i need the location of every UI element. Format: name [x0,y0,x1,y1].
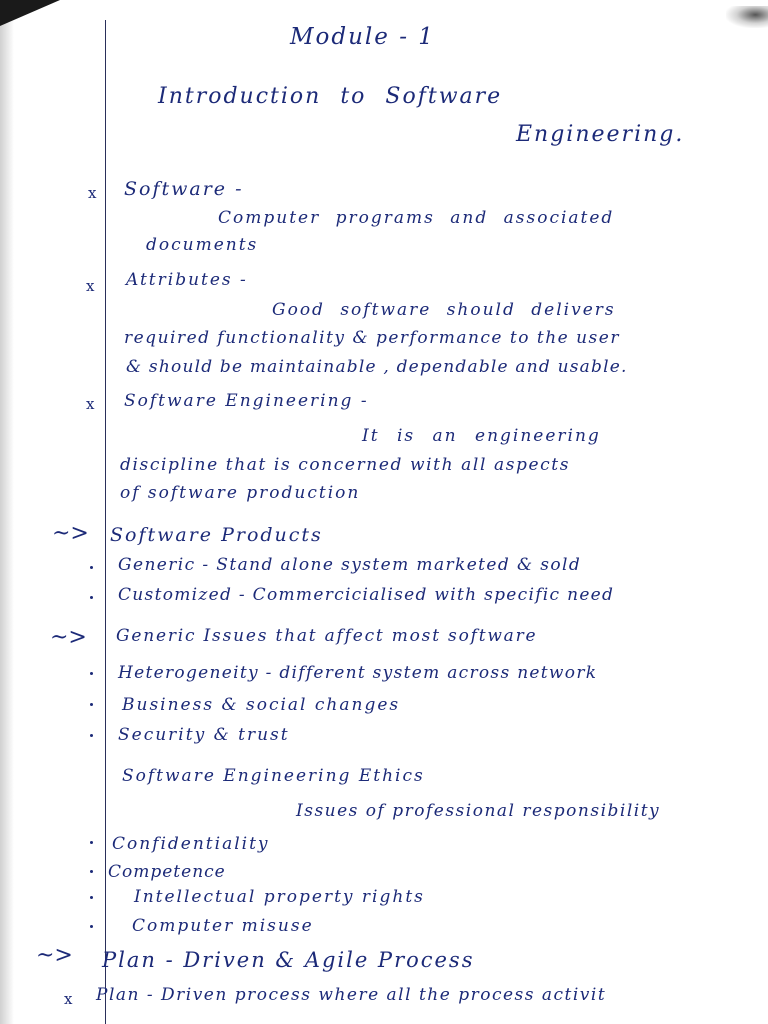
arrow-marker: ~> [36,943,73,968]
bullet [90,596,93,599]
ink-smudge [726,6,768,28]
software-definition-line-1: Computer programs and associated [218,208,615,228]
generic-issues-heading: Generic Issues that affect most software [116,626,538,646]
bullet [90,672,93,675]
ethics-item: Confidentiality [112,834,270,854]
generic-issues-item: Heterogeneity - different system across network [118,663,598,683]
page-corner-shadow [0,0,60,26]
bullet [90,703,93,706]
attributes-line-1: Good software should delivers [272,300,616,320]
bullet [90,841,93,844]
bullet [90,566,93,569]
software-products-item: Customized - Commercicialised with specific need [118,585,615,605]
ethics-item: Competence [108,862,226,882]
software-engineering-term: Software Engineering - [124,391,369,411]
software-products-heading: Software Products [110,524,323,546]
ethics-subheading: Issues of professional responsibility [296,801,661,821]
cross-marker: x [86,395,95,413]
ethics-heading: Software Engineering Ethics [122,766,425,786]
ethics-item: Computer misuse [132,916,314,936]
bullet [90,925,93,928]
bullet [90,870,93,873]
module-title: Module - 1 [290,24,435,50]
generic-issues-item: Security & trust [118,725,290,745]
cross-marker: x [86,277,95,295]
margin-rule [105,20,106,1024]
heading-line-2: Engineering. [516,122,685,147]
attributes-line-3: & should be maintainable , dependable and usable. [126,357,628,377]
heading-line-1: Introduction to Software [158,84,503,109]
generic-issues-item: Business & social changes [122,695,401,715]
page-edge-shadow [0,0,14,1024]
arrow-marker: ~> [50,625,87,650]
cross-marker: x [64,990,73,1008]
software-term: Software - [124,178,244,200]
plan-driven-line-1: Plan - Driven process where all the process activit [96,985,607,1005]
software-engineering-line-3: of software production [120,483,361,503]
arrow-marker: ~> [52,521,89,546]
software-engineering-line-2: discipline that is concerned with all aspects [120,455,571,475]
software-products-item: Generic - Stand alone system marketed & sold [118,555,582,575]
attributes-term: Attributes - [126,270,248,290]
software-engineering-line-1: It is an engineering [362,426,601,446]
bullet [90,896,93,899]
software-definition-line-2: documents [146,235,259,255]
plan-driven-heading: Plan - Driven & Agile Process [102,948,475,972]
cross-marker: x [88,184,97,202]
ethics-item: Intellectual property rights [134,887,425,907]
bullet [90,734,93,737]
attributes-line-2: required functionality & performance to the user [124,328,620,348]
